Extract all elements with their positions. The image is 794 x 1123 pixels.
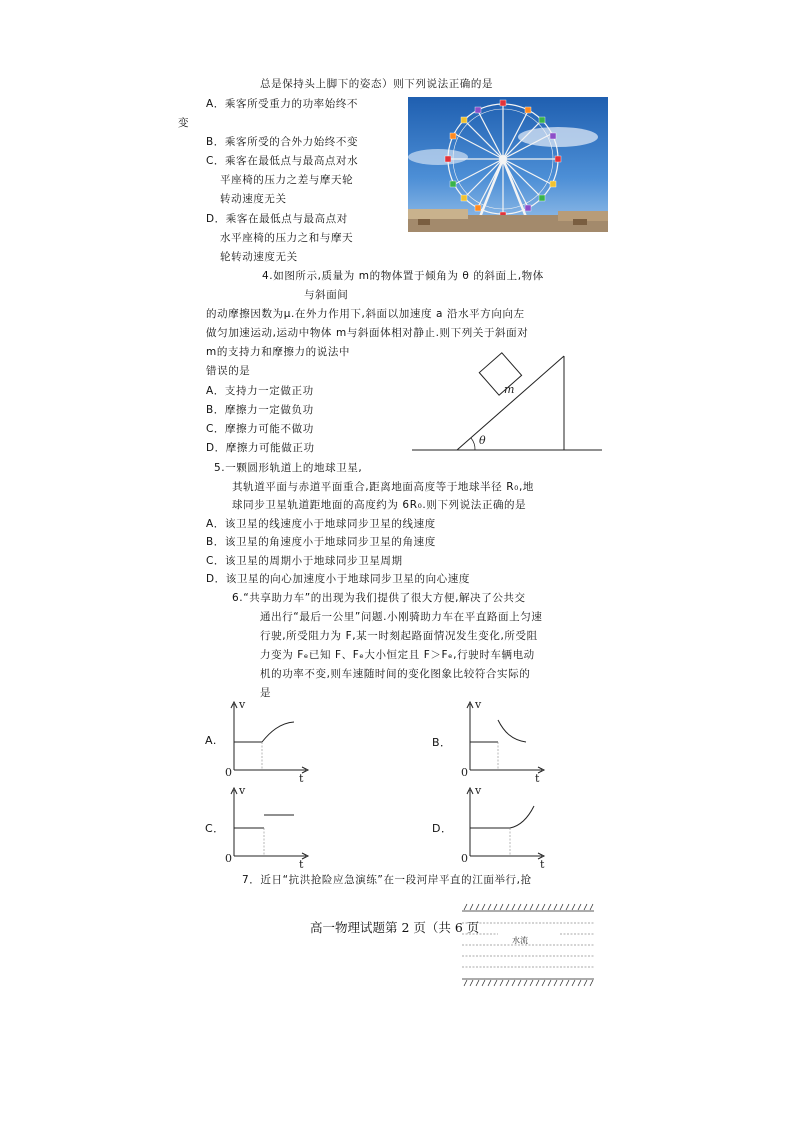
q3-option-c-line2: 平座椅的压力之差与摩天轮	[220, 174, 354, 186]
q6-stem-line2: 通出行“最后一公里”问题.小刚骑助力车在平直路面上匀速	[260, 611, 543, 623]
q3-option-d-line3: 轮转动速度无关	[220, 251, 298, 263]
q4-option-b: B．摩擦力一定做负功	[206, 404, 314, 416]
q6-graph-c-t-label: t	[299, 858, 304, 871]
q6-graph-c-curve	[234, 815, 294, 828]
q3-option-a-wrap: 变	[178, 117, 190, 129]
q5-stem-line2: 其轨道平面与赤道平面重合,距离地面高度等于地球半径 R₀,地	[232, 481, 535, 493]
q6-graph-c	[224, 782, 314, 871]
q3-option-b: B．乘客所受的合外力始终不变	[206, 136, 359, 148]
q6-graph-a-v-label: v	[239, 698, 246, 711]
q6-stem-line1: 6.“共享助力车”的出现为我们提供了很大方便,解决了公共交	[232, 592, 526, 604]
river-figure	[460, 903, 596, 988]
q6-stem-line4: 力变为 Fₑ已知 F、Fₑ大小恒定且 F＞Fₑ,行驶时车辆电动	[260, 649, 535, 661]
q3-option-d-line2: 水平座椅的压力之和与摩天	[220, 232, 354, 244]
q6-graph-b	[460, 696, 550, 785]
q6-graph-a	[224, 696, 314, 785]
page-footer: 高一物理试题第 2 页（共 6 页	[310, 920, 480, 935]
q6-option-a-label: A.	[205, 734, 217, 747]
q6-graph-b-origin: 0	[461, 766, 468, 779]
q5-stem-line1: 5.一颗圆形轨道上的地球卫星,	[214, 462, 363, 474]
q4-option-c: C．摩擦力可能不做功	[206, 423, 314, 435]
q6-graph-a-origin: 0	[225, 766, 232, 779]
q6-stem-line5: 机的功率不变,则车速随时间的变化图象比较符合实际的	[260, 668, 531, 680]
q7-stem-line1: 7．近日“抗洪抢险应急演练”在一段河岸平直的江面举行,抢	[242, 874, 532, 886]
q3-option-a: A．乘客所受重力的功率始终不	[206, 98, 359, 110]
incline-figure	[412, 352, 607, 456]
q5-option-b: B．该卫星的角速度小于地球同步卫星的角速度	[206, 536, 436, 548]
q5-option-c: C．该卫星的周期小于地球同步卫星周期	[206, 555, 403, 567]
q6-stem-line6: 是	[260, 687, 272, 699]
q5-option-a: A．该卫星的线速度小于地球同步卫星的线速度	[206, 518, 436, 530]
q4-option-a: A．支持力一定做正功	[206, 385, 314, 397]
q4-stem-line3: 的动摩擦因数为μ.在外力作用下,斜面以加速度 a 沿水平方向向左	[206, 308, 525, 320]
angle-label: θ	[479, 434, 486, 447]
q6-graph-d-origin: 0	[461, 852, 468, 865]
q5-option-d: D．该卫星的向心加速度小于地球同步卫星的向心速度	[206, 573, 470, 585]
q6-graph-d-t-label: t	[540, 858, 545, 871]
q4-stem-line2: 与斜面间	[304, 289, 349, 301]
mass-label: m	[504, 383, 515, 396]
q6-graph-b-curve	[470, 720, 526, 742]
q6-graph-d	[460, 782, 550, 871]
q3-option-c-line3: 转动速度无关	[220, 193, 287, 205]
q6-option-d-label: D．	[432, 822, 453, 835]
q6-graph-a-t-label: t	[299, 772, 304, 785]
q3-stem-tail: 总是保持头上脚下的姿态）则下列说法正确的是	[260, 78, 494, 90]
mass-block	[479, 353, 521, 395]
ferris-wheel-photo	[408, 97, 608, 232]
q6-graph-d-v-label: v	[475, 784, 482, 797]
q6-graph-c-v-label: v	[239, 784, 246, 797]
q6-graph-b-v-label: v	[475, 698, 482, 711]
q6-option-b-label: B．	[432, 736, 452, 749]
q6-stem-line3: 行驶,所受阻力为 F,某一时刻起路面情况发生变化,所受阻	[260, 630, 538, 642]
river-flow-label: 水流	[512, 936, 528, 945]
q3-option-d: D．乘客在最低点与最高点对	[206, 213, 348, 225]
q4-stem-line6: 错误的是	[206, 365, 251, 377]
q4-stem-line1: 4.如图所示,质量为 m的物体置于倾角为 θ 的斜面上,物体	[262, 270, 544, 282]
q4-stem-line4: 做匀加速运动,运动中物体 m与斜面体相对静止.则下列关于斜面对	[206, 327, 529, 339]
angle-arc	[471, 438, 475, 450]
q6-option-c-label: C．	[205, 822, 225, 835]
q4-stem-line5: m的支持力和摩擦力的说法中	[206, 346, 351, 358]
q6-graph-c-origin: 0	[225, 852, 232, 865]
q5-stem-line3: 球同步卫星轨道距地面的高度约为 6R₀.则下列说法正确的是	[232, 499, 527, 511]
q4-option-d: D．摩擦力可能做正功	[206, 442, 315, 454]
q6-graph-b-t-label: t	[535, 772, 540, 785]
q6-graph-d-curve	[470, 806, 534, 828]
q3-option-c: C．乘客在最低点与最高点对水	[206, 155, 359, 167]
q6-graph-a-curve	[234, 722, 294, 742]
